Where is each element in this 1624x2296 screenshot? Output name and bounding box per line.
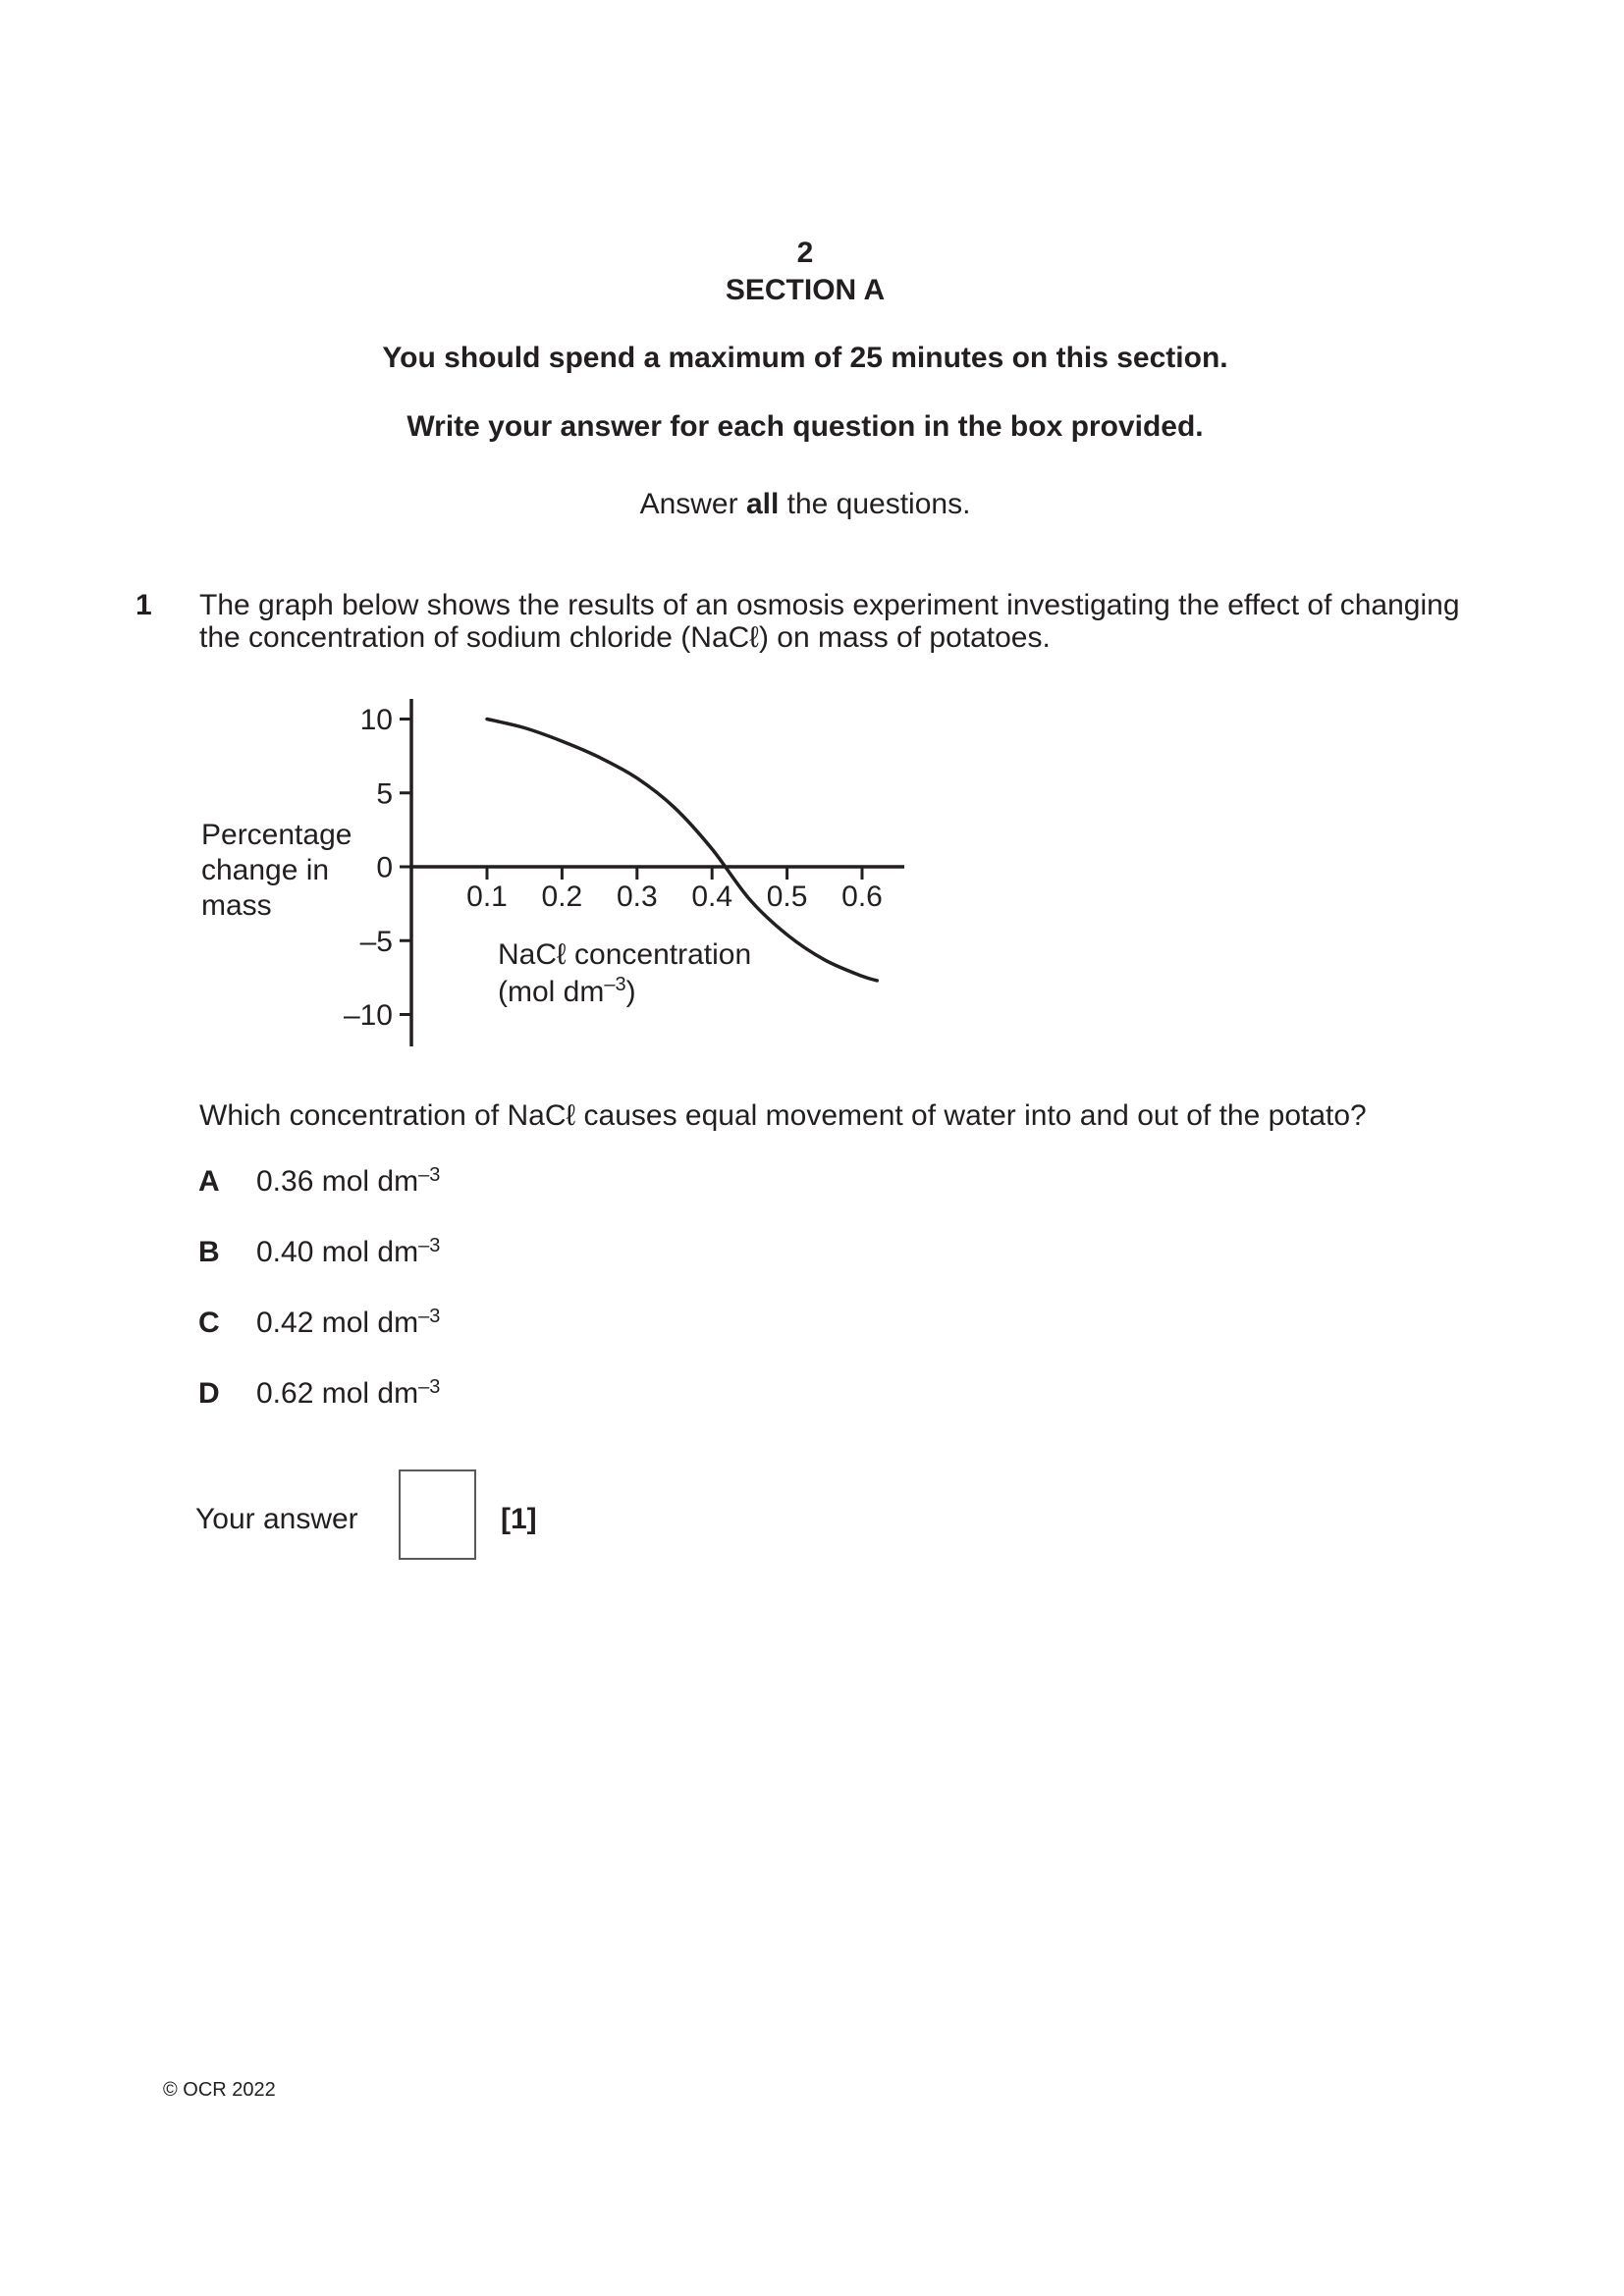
footer-copyright: © OCR 2022	[163, 2079, 276, 2101]
y-axis-label-line: Percentage	[201, 819, 352, 851]
instruction-answer-box: Write your answer for each question in the box provided.	[406, 410, 1204, 443]
option-letter-c: C	[198, 1307, 220, 1339]
y-tick-label: 10	[359, 704, 393, 736]
option-letter-a: A	[198, 1165, 220, 1198]
x-tick-label: 0.3	[616, 881, 658, 913]
x-tick-label: 0.2	[541, 881, 583, 913]
osmosis-graph	[128, 677, 952, 1070]
option-value-b: 0.40 mol $dm^{-3}$	[256, 1235, 441, 1268]
question-prompt: Which concentration of NaCℓ causes equal movement of water into and out of the potato?	[199, 1099, 1367, 1132]
option-row-d	[198, 1376, 440, 1415]
answer-all-note	[118, 487, 1492, 522]
x-axis-label-line-1: NaCℓ concentration	[498, 938, 752, 971]
option-superscript-a: –3	[418, 1164, 441, 1186]
y-tick-label: 5	[376, 777, 393, 811]
option-row-c	[198, 1306, 440, 1344]
x-axis-label-line-2: (mol $dm^{-3}$)	[498, 974, 636, 1008]
x-tick-label: 0.1	[466, 881, 508, 913]
question-text-line-1: The graph below shows the results of an osmosis experiment investigating the effect of changing	[199, 589, 1460, 621]
question-text-line-2: the concentration of sodium chloride (NaCℓ) on mass of potatoes.	[199, 621, 1051, 654]
answer-all-note-bold: all	[745, 488, 780, 520]
answer-box[interactable]	[399, 1469, 476, 1560]
option-letter-b: B	[198, 1236, 220, 1268]
option-row-a	[198, 1164, 440, 1202]
y-axis-label-line: change in	[201, 854, 330, 886]
y-tick-label: –10	[343, 999, 393, 1032]
option-superscript-c: –3	[418, 1306, 441, 1327]
option-superscript-d: –3	[418, 1376, 441, 1398]
x-tick-label: 0.4	[691, 881, 733, 913]
option-value-c: 0.42 mol $dm^{-3}$	[256, 1306, 441, 1339]
x-tick-label: 0.6	[841, 881, 883, 913]
answer-all-note-pre: Answer	[639, 488, 746, 520]
option-value-a: 0.36 mol $dm^{-3}$	[256, 1164, 441, 1198]
y-axis-label-line: mass	[201, 889, 272, 922]
option-row-b	[198, 1235, 440, 1273]
y-tick-label: 0	[376, 851, 393, 884]
page-number: 2	[796, 237, 814, 269]
option-superscript-b: –3	[418, 1235, 441, 1256]
your-answer-label: Your answer	[195, 1503, 358, 1535]
x-tick-label: 0.5	[766, 881, 808, 913]
answer-all-note-post: the questions.	[779, 488, 971, 520]
option-letter-d: D	[198, 1377, 220, 1410]
y-tick-label: –5	[359, 925, 393, 958]
question-number: 1	[135, 589, 152, 621]
instruction-time-limit: You should spend a maximum of 25 minutes on this section.	[382, 342, 1228, 374]
marks-badge: [1]	[501, 1503, 537, 1535]
option-value-d: 0.62 mol $dm^{-3}$	[256, 1376, 441, 1410]
section-title: SECTION A	[725, 274, 886, 306]
